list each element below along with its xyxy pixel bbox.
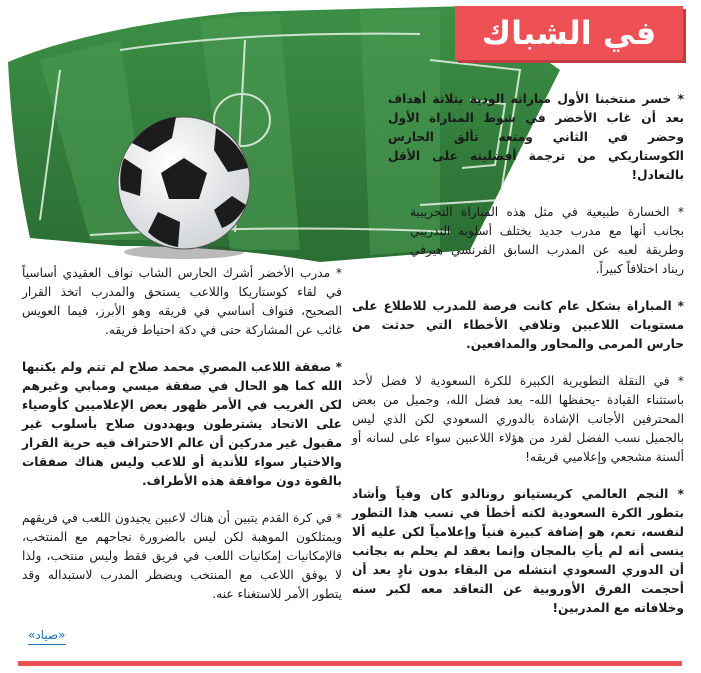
source-link[interactable]: «صياد» — [28, 628, 66, 645]
section-title-banner — [455, 6, 683, 60]
paragraph: * الخسارة طبيعية في مثل هذه المباراة التجريبية بجانب أنها مع مدرب جديد يختلف أسلوبه التدريبي وطريقة لعبه عن المدرب السابق الفرنسي هيرفي ريناد اختلافاً كبيراً. — [410, 205, 684, 276]
paragraph: * في النقلة التطويرية الكبيرة للكرة السعودية لا فضل لأحد باستثناء القيادة -يحفظها الله- بعد فضل الله، وجميل من بعض المحترفين الأجانب الإشادة بالدوري السعودي لكن الذي ليس بالجميل نسب الفضل لفرد من هؤلاء اللاعبين سواء على لسانه أو ألسنة مشجعي وإعلاميي فريقه! — [352, 374, 684, 464]
right-column — [352, 90, 684, 636]
paragraph: * مدرب الأخضر أشرك الحارس الشاب نواف العقيدي أساسياً في لقاء كوستاريكا واللاعب يستحق والمدرب اتخذ القرار الصحيح، فنواف أساسي في فريقه وهو الأبرز، فيما العويس غائب عن المشاركة حتى في دكة احتياط فريقه. — [22, 266, 342, 337]
paragraph: * في كرة القدم يتبين أن هناك لاعبين يجيدون اللعب في فريقهم ويمتلكون الموهبة لكن ليس بالضرورة نجاحهم مع المنتخب، فالإمكانيات إمكانيات اللعب في فريق فقط وليس منتخب، ولذا لا يوفق اللاعب مع المنتخب ويضطر المدرب لاستبداله وقد يتطور الأمر للاستغناء عنه. — [22, 511, 342, 601]
paragraph: * المباراة بشكل عام كانت فرصة للمدرب للاطلاع على مستويات اللاعبين وتلافي الأخطاء التي حدثت من حارس المرمى والمحاور والمدافعين. — [352, 299, 684, 351]
section-title: في الشباك — [481, 14, 657, 52]
paragraph: * صفقة اللاعب المصري محمد صلاح لم تتم ولم يكتبها الله كما هو الحال في صفقة ميسي ومبابي وغيرهم لكن الغريب في الأمر ظهور بعض الإعلاميين كأوصياء على الاتحاد يشترطون ويهددون صلاح بأسلوب غير مقبول غير مدركين أن عالم الاحتراف فيه حرية القرار والاختيار سواء للأندية أو للاعب وليس هناك صفقات بالقوة دون موافقة هذه الأطراف. — [22, 360, 342, 488]
left-column — [22, 264, 342, 622]
paragraph: * خسر منتخبنا الأول مباراته الودية بثلاثة أهداف بعد أن غاب الأخضر في شوط المباراة الأول وحضر في الثاني ومنعه تألق الحارس الكوستاريكي من ترجمة أفضليته على الأقل بالتعادل! — [388, 92, 684, 182]
bottom-divider — [18, 661, 682, 666]
paragraph: * النجم العالمي كريستيانو رونالدو كان وفياً وأشاد بتطور الكرة السعودية لكنه أخطأ في نسب هذا التطور لنفسه، نعم، هو إضافة كبيرة فنياً وإعلامياً لكن عليه ألا ينسى أنه لم يأتِ بالمجان وإنما بعقد لم يحلم به بجانب أن الدوري السعودي انتشله من البقاء بدون نادٍ بعد أن أحجمت الفرق الأوروبية عن التعاقد معه لكبر سنه وخلافاته مع المدربين! — [352, 487, 684, 615]
